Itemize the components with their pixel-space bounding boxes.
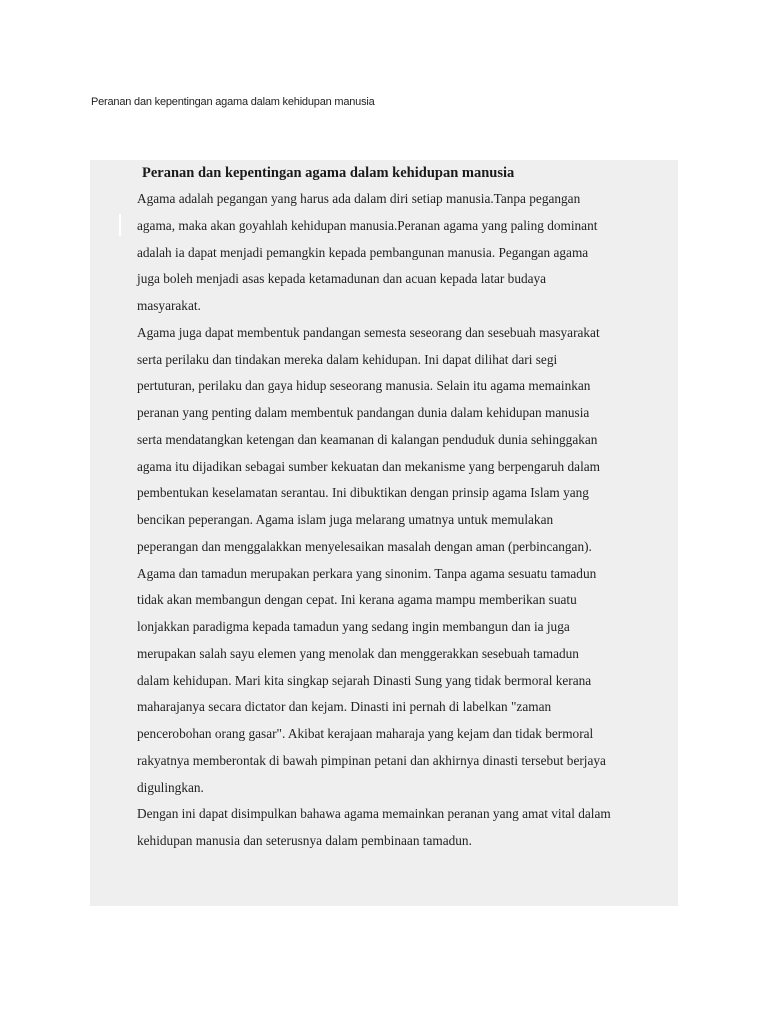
body-line: merupakan salah sayu elemen yang menolak dan menggerakkan sesebuah tamadun xyxy=(137,645,579,661)
body-line: pencerobohan orang gasar". Akibat kerajaan maharaja yang kejam dan tidak bermoral xyxy=(137,726,594,741)
body-line: peranan yang penting dalam membentuk pandangan dunia dalam kehidupan manusia xyxy=(137,405,590,420)
body-line: kehidupan manusia dan seterusnya dalam pembinaan tamadun. xyxy=(137,833,472,848)
body-line: maharajanya secara dictator dan kejam. Dinasti ini pernah di labelkan "zaman xyxy=(137,699,552,715)
content-title: Peranan dan kepentingan agama dalam kehidupan manusia xyxy=(142,165,515,181)
text-cursor-mark xyxy=(119,214,121,236)
body-line: pertuturan, perilaku dan gaya hidup seseorang manusia. Selain itu agama memainkan xyxy=(137,378,591,394)
body-line: peperangan dan menggalakkan menyelesaikan masalah dengan aman (perbincangan). xyxy=(137,538,592,554)
body-line: Agama adalah pegangan yang harus ada dalam diri setiap manusia.Tanpa pegangan xyxy=(137,191,581,206)
body-line: agama itu dijadikan sebagai sumber kekuatan dan mekanisme yang berpengaruh dalam xyxy=(137,458,601,474)
body-line: bencikan peperangan. Agama islam juga melarang umatnya untuk memulakan xyxy=(137,512,554,527)
body-line: tidak akan membangun dengan cepat. Ini kerana agama mampu memberikan suatu xyxy=(137,592,577,608)
body-line: pembentukan keselamatan serantau. Ini dibuktikan dengan prinsip agama Islam yang xyxy=(137,485,589,501)
body-line: adalah ia dapat menjadi pemangkin kepada pembangunan manusia. Pegangan agama xyxy=(137,244,589,260)
body-line: digulingkan. xyxy=(137,779,204,795)
body-line: agama, maka akan goyahlah kehidupan manusia.Peranan agama yang paling dominant xyxy=(137,217,598,233)
body-line: Agama juga dapat membentuk pandangan semesta seseorang dan sesebuah masyarakat xyxy=(137,324,600,340)
body-line: dalam kehidupan. Mari kita singkap sejarah Dinasti Sung yang tidak bermoral kerana xyxy=(137,672,592,688)
body-line: masyarakat. xyxy=(137,298,201,313)
body-line: lonjakkan paradigma kepada tamadun yang sedang ingin membangun dan ia juga xyxy=(137,619,570,634)
body-line: juga boleh menjadi asas kepada ketamadunan dan acuan kepada latar budaya xyxy=(137,271,547,287)
document-header-title: Peranan dan kepentingan agama dalam kehidupan manusia xyxy=(91,96,375,108)
body-line: Dengan ini dapat disimpulkan bahawa agama memainkan peranan yang amat vital dalam xyxy=(137,806,611,822)
body-line: serta mendatangkan ketengan dan keamanan di kalangan penduduk dunia sehinggakan xyxy=(137,431,598,447)
content-body xyxy=(137,186,682,855)
body-line: serta perilaku dan tindakan mereka dalam kehidupan. Ini dapat dilihat dari segi xyxy=(137,351,558,367)
body-line: Agama dan tamadun merupakan perkara yang sinonim. Tanpa agama sesuatu tamadun xyxy=(137,565,597,581)
body-line: rakyatnya memberontak di bawah pimpinan petani dan akhirnya dinasti tersebut berjaya xyxy=(137,752,606,768)
